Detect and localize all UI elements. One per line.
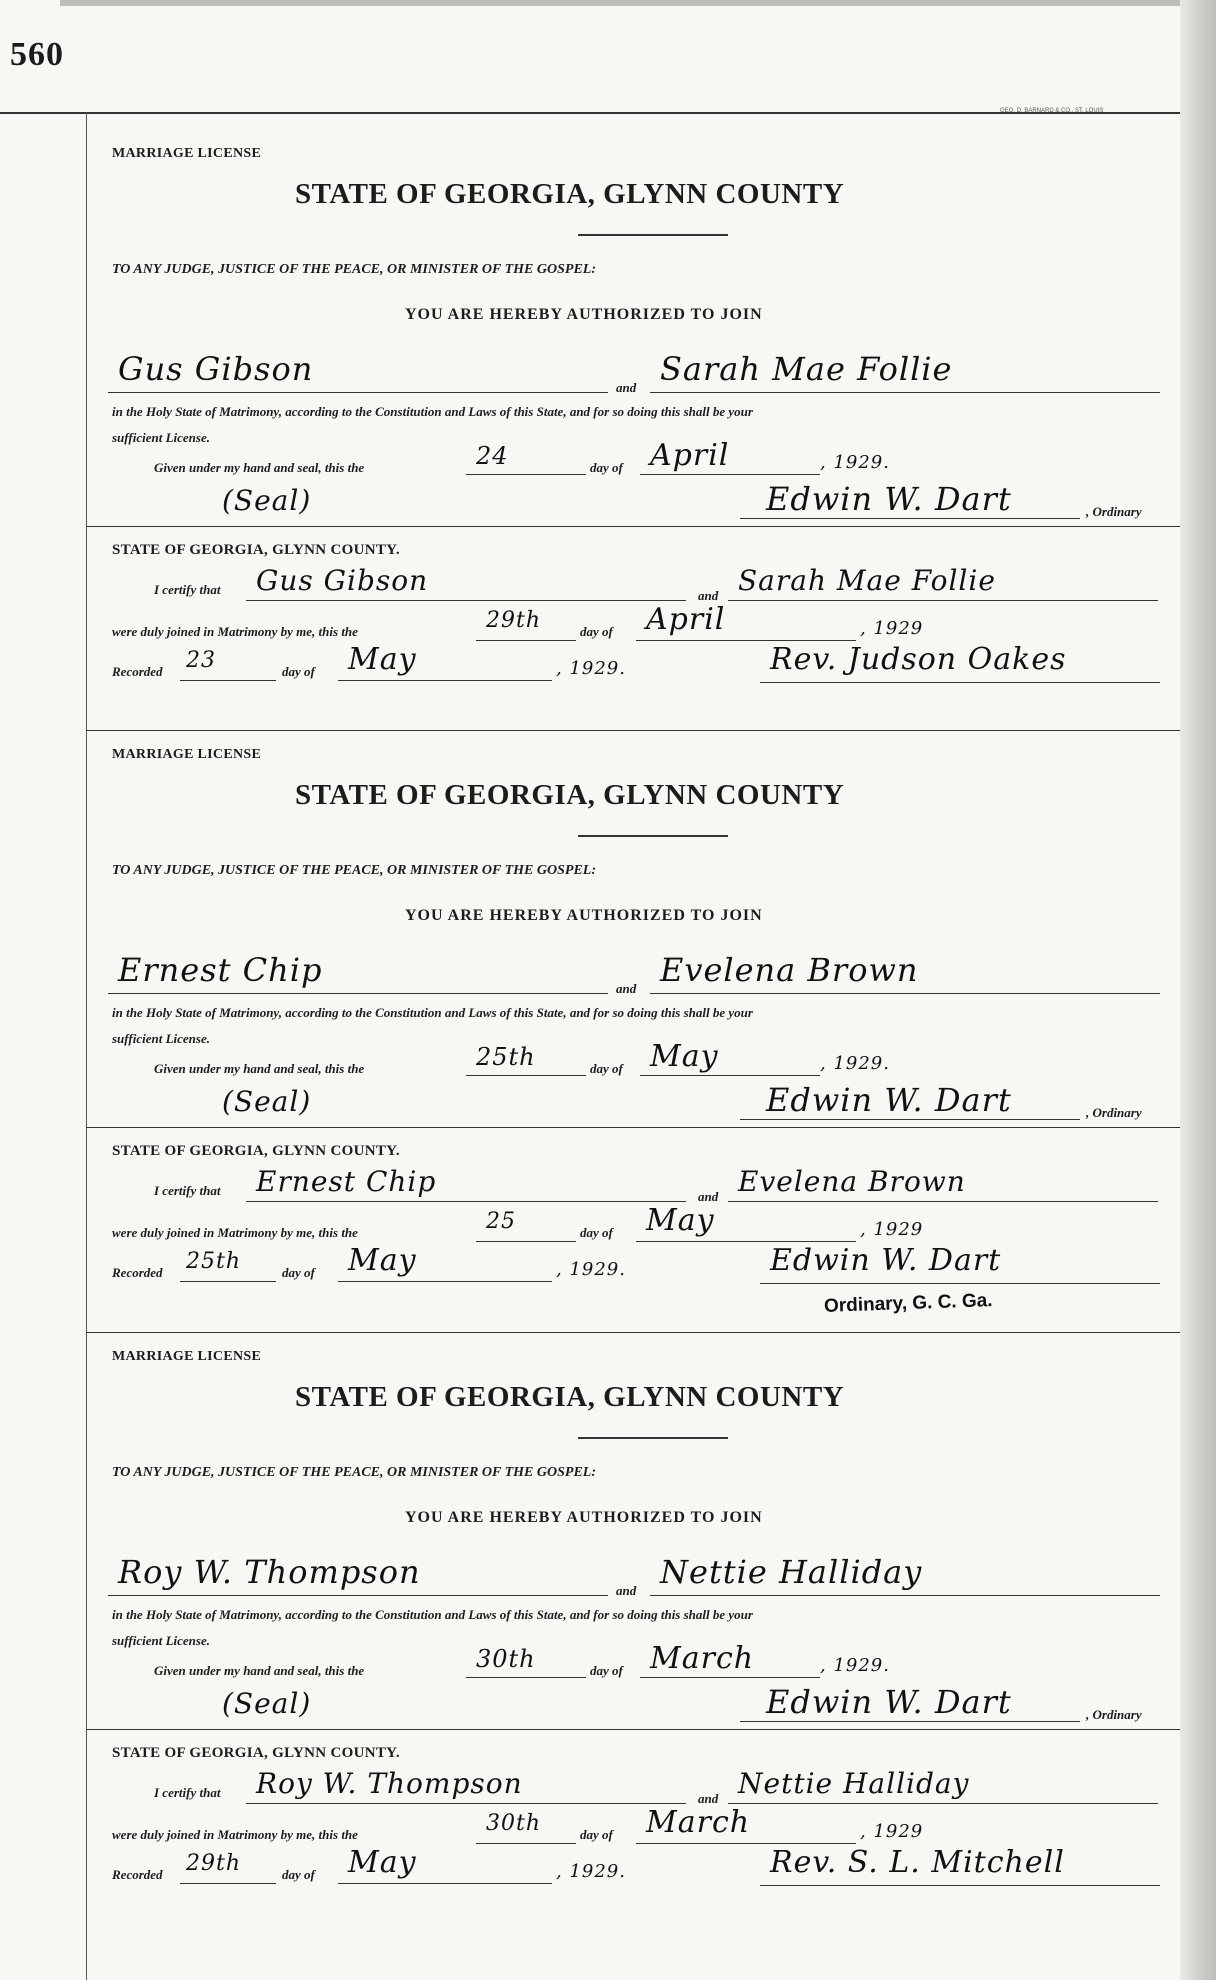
ordinary-stamp: Ordinary, G. C. Ga. [823,1290,993,1317]
certificate-divider [86,526,1180,527]
recorded-year: , 1929. [556,658,626,679]
ordinary-signature: Edwin W. Dart [766,1683,1012,1721]
recorded-month: May [348,642,417,677]
and-label: and [698,1189,719,1204]
certificate-groom: Gus Gibson [256,564,429,597]
certificate-bride-line [728,1803,1158,1804]
bride-name: Sarah Mae Follie [660,350,953,388]
sufficient-license: sufficient License. [112,1633,210,1648]
page-number: 560 [10,36,64,73]
page-top-edge [60,0,1180,6]
matrimony-text: in the Holy State of Matrimony, according to the Constitution and Laws of this State, and for so doing this shall be your [112,1005,753,1020]
seal: (Seal) [222,1085,312,1118]
matrimony-text: in the Holy State of Matrimony, according to the Constitution and Laws of this State, and for so doing this shall be your [112,1607,753,1622]
ordinary-label: , Ordinary [1086,1105,1142,1120]
given-day-line [466,474,586,475]
officiant-signature: Edwin W. Dart [770,1243,1002,1278]
recorded-day: 23 [186,648,216,673]
ordinary-label: , Ordinary [1086,504,1142,519]
joined-month-line [636,1241,856,1242]
recorded-label: Recorded [112,664,163,679]
recorded-month-line [338,1883,552,1884]
officiant-signature-line [760,1885,1160,1886]
joined-month: March [646,1805,751,1840]
ordinary-signature-line [740,1721,1080,1722]
and-label: and [616,1583,637,1598]
joined-day-line [476,1241,576,1242]
matrimony-text: in the Holy State of Matrimony, according to the Constitution and Laws of this State, and for so doing this shall be your [112,404,753,419]
frame-top-rule [0,112,1180,114]
given-day: 25th [476,1043,536,1071]
groom-line [108,993,608,994]
bride-line [650,1595,1160,1596]
given-day-line [466,1075,586,1076]
license-header: MARRIAGE LICENSE [112,146,262,161]
certificate-bride: Sarah Mae Follie [738,564,996,597]
state-title: STATE OF GEORGIA, GLYNN COUNTY [295,178,845,210]
joined-day-line [476,640,576,641]
joined-day: 30th [486,1811,542,1836]
recorded-day: 29th [186,1851,242,1876]
recorded-month: May [348,1243,417,1278]
certificate-bride: Nettie Halliday [738,1767,970,1800]
joined-year: , 1929 [860,1821,924,1842]
recorded-year: , 1929. [556,1861,626,1882]
book-binding [1180,0,1216,1980]
given-label: Given under my hand and seal, this the [154,1061,365,1076]
certificate-divider [86,1729,1180,1730]
recorded-label: Recorded [112,1265,163,1280]
license-header: MARRIAGE LICENSE [112,747,262,762]
certificate-groom: Ernest Chip [256,1165,437,1198]
certificate-groom: Roy W. Thompson [256,1767,523,1800]
officiant-signature-line [760,682,1160,683]
sufficient-license: sufficient License. [112,430,210,445]
certificate-header: STATE OF GEORGIA, GLYNN COUNTY. [112,1143,400,1159]
joined-year: , 1929 [860,618,924,639]
given-month-line [640,1677,820,1678]
and-label: and [698,588,719,603]
recorded-day-line [180,1883,276,1884]
day-of-label: day of [282,1867,315,1882]
given-day-line [466,1677,586,1678]
given-year: , 1929. [820,1655,890,1676]
given-month: March [650,1641,755,1676]
joined-day: 29th [486,608,542,633]
certificate-groom-line [246,1803,686,1804]
certificate-header: STATE OF GEORGIA, GLYNN COUNTY. [112,1745,400,1761]
given-day: 24 [476,442,509,470]
certify-label: I certify that [154,582,221,597]
certificate-header: STATE OF GEORGIA, GLYNN COUNTY. [112,542,400,558]
certificate-divider [86,1127,1180,1128]
given-year: , 1929. [820,452,890,473]
ordinary-label: , Ordinary [1086,1707,1142,1722]
license-header: MARRIAGE LICENSE [112,1349,262,1364]
and-label: and [616,981,637,996]
joined-month-line [636,1843,856,1844]
day-of-label: day of [580,1827,613,1842]
joined-label: were duly joined in Matrimony by me, this the [112,1827,358,1842]
joined-label: were duly joined in Matrimony by me, this the [112,624,358,639]
title-rule [578,234,728,236]
groom-name: Gus Gibson [118,350,314,388]
certificate-groom-line [246,1201,686,1202]
officiant-signature-line [760,1283,1160,1284]
joined-day: 25 [486,1209,516,1234]
recorded-day: 25th [186,1249,242,1274]
joined-month-line [636,640,856,641]
day-of-label: day of [282,664,315,679]
state-title: STATE OF GEORGIA, GLYNN COUNTY [295,779,845,811]
recorded-day-line [180,1281,276,1282]
given-month-line [640,1075,820,1076]
joined-month: May [646,1203,715,1238]
groom-name: Roy W. Thompson [118,1553,421,1591]
recorded-month-line [338,680,552,681]
officiant-signature: Rev. Judson Oakes [770,642,1067,677]
certificate-bride-line [728,600,1158,601]
section-divider [86,1332,1180,1333]
day-of-label: day of [580,1225,613,1240]
given-year: , 1929. [820,1053,890,1074]
left-margin-rule [86,112,87,1980]
given-month: April [650,438,730,473]
recorded-month-line [338,1281,552,1282]
groom-name: Ernest Chip [118,951,323,989]
seal: (Seal) [222,484,312,517]
given-month: May [650,1039,719,1074]
groom-line [108,1595,608,1596]
title-rule [578,835,728,837]
recorded-day-line [180,680,276,681]
printer-mark: GEO. D. BARNARD & CO., ST. LOUIS [1000,108,1104,114]
given-label: Given under my hand and seal, this the [154,1663,365,1678]
and-label: and [698,1791,719,1806]
ordinary-signature-line [740,518,1080,519]
authorization-line: YOU ARE HEREBY AUTHORIZED TO JOIN [405,907,763,924]
certificate-bride-line [728,1201,1158,1202]
ordinary-signature-line [740,1119,1080,1120]
groom-line [108,392,608,393]
state-title: STATE OF GEORGIA, GLYNN COUNTY [295,1381,845,1413]
title-rule [578,1437,728,1439]
joined-day-line [476,1843,576,1844]
officiant-signature: Rev. S. L. Mitchell [770,1845,1065,1880]
authorization-line: YOU ARE HEREBY AUTHORIZED TO JOIN [405,1509,763,1526]
ordinary-signature: Edwin W. Dart [766,480,1012,518]
bride-line [650,993,1160,994]
given-day: 30th [476,1645,536,1673]
day-of-label: day of [590,1663,623,1678]
day-of-label: day of [580,624,613,639]
bride-name: Nettie Halliday [660,1553,923,1591]
certify-label: I certify that [154,1183,221,1198]
day-of-label: day of [282,1265,315,1280]
seal: (Seal) [222,1687,312,1720]
salutation: TO ANY JUDGE, JUSTICE OF THE PEACE, OR MINISTER OF THE GOSPEL: [112,262,596,277]
and-label: and [616,380,637,395]
section-divider [86,730,1180,731]
joined-year: , 1929 [860,1219,924,1240]
certify-label: I certify that [154,1785,221,1800]
sufficient-license: sufficient License. [112,1031,210,1046]
bride-line [650,392,1160,393]
day-of-label: day of [590,460,623,475]
recorded-year: , 1929. [556,1259,626,1280]
recorded-month: May [348,1845,417,1880]
day-of-label: day of [590,1061,623,1076]
certificate-groom-line [246,600,686,601]
joined-label: were duly joined in Matrimony by me, this the [112,1225,358,1240]
certificate-bride: Evelena Brown [738,1165,966,1198]
given-label: Given under my hand and seal, this the [154,460,365,475]
given-month-line [640,474,820,475]
salutation: TO ANY JUDGE, JUSTICE OF THE PEACE, OR MINISTER OF THE GOSPEL: [112,863,596,878]
bride-name: Evelena Brown [660,951,919,989]
salutation: TO ANY JUDGE, JUSTICE OF THE PEACE, OR MINISTER OF THE GOSPEL: [112,1465,596,1480]
ordinary-signature: Edwin W. Dart [766,1081,1012,1119]
joined-month: April [646,602,726,637]
recorded-label: Recorded [112,1867,163,1882]
authorization-line: YOU ARE HEREBY AUTHORIZED TO JOIN [405,306,763,323]
